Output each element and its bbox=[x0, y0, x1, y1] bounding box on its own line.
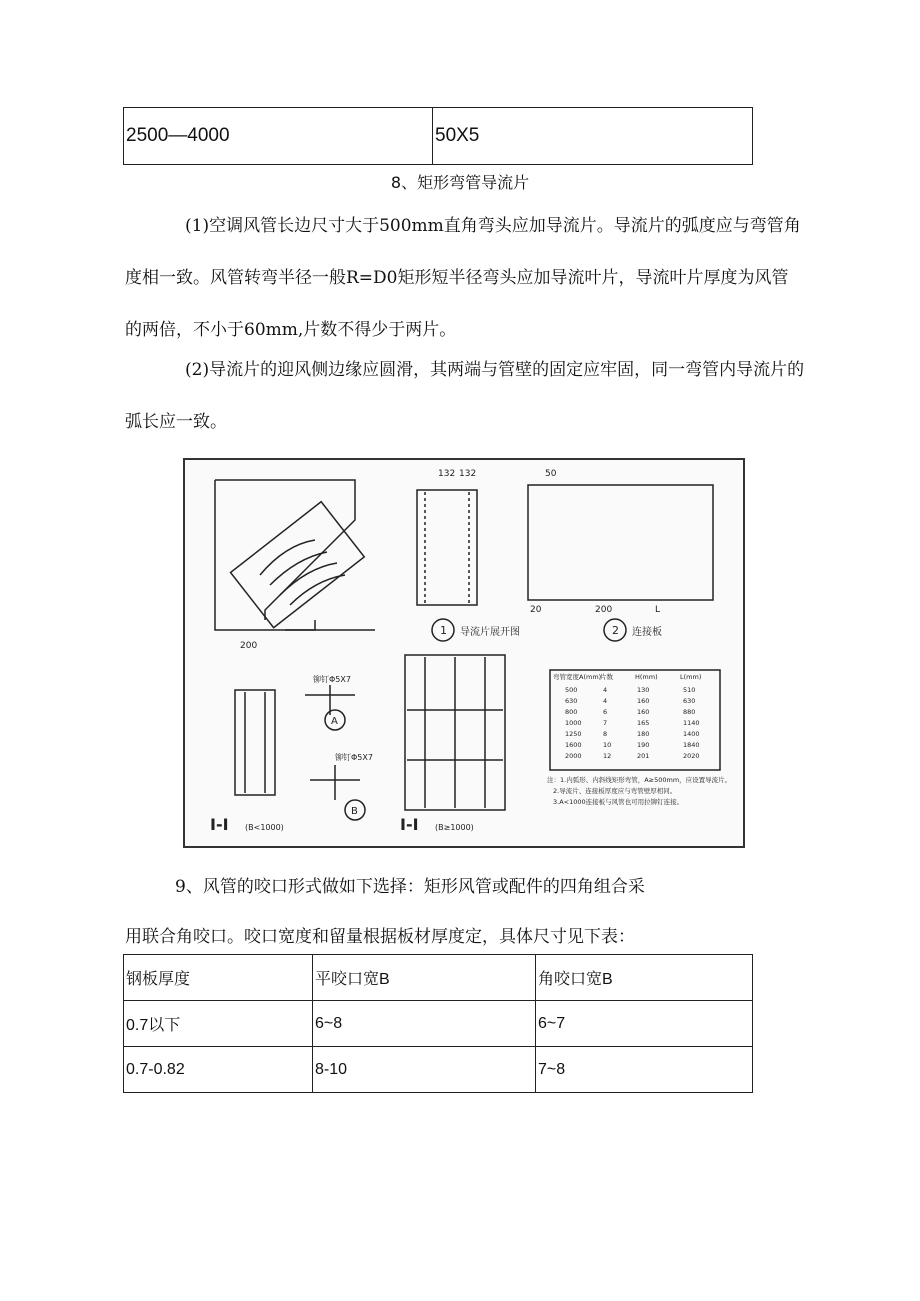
dim-132-b: 132 bbox=[459, 469, 477, 479]
small-table-cell: 630 bbox=[683, 697, 696, 705]
small-table-cell: 1400 bbox=[683, 730, 700, 738]
detail-b-label: B bbox=[351, 806, 358, 817]
label-connecting-plate: 连接板 bbox=[632, 627, 662, 638]
small-table-cell: 190 bbox=[637, 741, 650, 749]
section-9-line-1: 9、风管的咬口形式做如下选择：矩形风管或配件的四角组合采 bbox=[175, 877, 645, 897]
small-table-cell: 130 bbox=[637, 686, 650, 694]
callout-1-number: 1 bbox=[440, 624, 447, 637]
dim-132-a: 132 bbox=[438, 469, 456, 479]
section-8-paragraph-2 bbox=[125, 344, 805, 448]
small-table-header: 弯管宽度A(mm) bbox=[553, 673, 602, 681]
header-cell: 钢板厚度 bbox=[124, 955, 313, 1001]
dim-200-plate: 200 bbox=[595, 605, 613, 615]
small-table-cell: 510 bbox=[683, 686, 696, 694]
section-right-title: I-I bbox=[400, 815, 419, 834]
section-left-title: I-I bbox=[210, 815, 229, 834]
small-table-cell: 8 bbox=[603, 730, 608, 738]
drawing-note: 注：1.内弧形、内斜线矩形弯管，A≥500mm，应设置导流片。 bbox=[547, 776, 732, 784]
small-table-cell: 4 bbox=[603, 697, 608, 705]
table-row bbox=[124, 1047, 753, 1093]
small-table-cell: 10 bbox=[603, 741, 612, 749]
small-table-cell: 1600 bbox=[565, 741, 582, 749]
header-cell: 角咬口宽B bbox=[536, 955, 753, 1001]
table-cell: 0.7-0.82 bbox=[124, 1047, 313, 1093]
small-table-cell: 2000 bbox=[565, 752, 582, 760]
small-table-cell: 500 bbox=[565, 686, 578, 694]
small-table-cell: 630 bbox=[565, 697, 578, 705]
small-table-cell: 800 bbox=[565, 708, 578, 716]
table-cell: 7~8 bbox=[536, 1047, 753, 1093]
top-table bbox=[123, 107, 753, 165]
dim-20: 20 bbox=[530, 605, 542, 615]
small-table-cell: 165 bbox=[637, 719, 650, 727]
small-table-cell: 4 bbox=[603, 686, 608, 694]
table-header-row bbox=[124, 955, 753, 1001]
small-table-cell: 1140 bbox=[683, 719, 700, 727]
paragraph-text: (2)导流片的迎风侧边缘应圆滑，其两端与管壁的固定应牢固，同一弯管内导流片的弧长应一致。 bbox=[125, 360, 805, 432]
small-table-header: 片数 bbox=[600, 673, 613, 681]
section-8-paragraph-1 bbox=[125, 200, 805, 356]
dim-200-elbow: 200 bbox=[240, 641, 258, 651]
table-cell: 50X5 bbox=[433, 108, 753, 165]
table-row bbox=[124, 108, 753, 165]
section-left-note: (B<1000) bbox=[245, 823, 284, 832]
small-table-cell: 201 bbox=[637, 752, 650, 760]
rivet-note-2: 铆钉Φ5X7 bbox=[335, 753, 373, 762]
rivet-note-1: 铆钉Φ5X7 bbox=[313, 675, 351, 684]
small-table-cell: 880 bbox=[683, 708, 696, 716]
elbow-guide-vane-drawing bbox=[183, 458, 745, 848]
header-cell: 平咬口宽B bbox=[313, 955, 536, 1001]
small-table-cell: 12 bbox=[603, 752, 612, 760]
small-table-cell: 180 bbox=[637, 730, 650, 738]
table-row bbox=[124, 1001, 753, 1047]
dim-50: 50 bbox=[545, 469, 557, 479]
seam-width-table bbox=[123, 954, 753, 1093]
table-cell: 6~7 bbox=[536, 1001, 753, 1047]
table-cell: 0.7以下 bbox=[124, 1001, 313, 1047]
small-table-cell: 160 bbox=[637, 708, 650, 716]
small-table-cell: 1250 bbox=[565, 730, 582, 738]
section-9-line-2: 用联合角咬口。咬口宽度和留量根据板材厚度定，具体尺寸见下表： bbox=[125, 927, 635, 947]
small-table-cell: 160 bbox=[637, 697, 650, 705]
paragraph-text: (1)空调风管长边尺寸大于500mm直角弯头应加导流片。导流片的弧度应与弯管角度相一致。风管转弯半径一般R=D0矩形短半径弯头应加导流叶片，导流叶片厚度为风管的两倍，不小于60mm,片数不得少于两片。 bbox=[125, 216, 801, 340]
drawing-note: 2.导流片、连接板厚度应与弯管壁厚相同。 bbox=[553, 787, 677, 795]
table-cell: 6~8 bbox=[313, 1001, 536, 1047]
section-8-heading: 8、矩形弯管导流片 bbox=[390, 173, 530, 192]
drawing-note: 3.A<1000连接板与风管也可用拉铆钉连接。 bbox=[553, 798, 684, 806]
section-right-note: (B≥1000) bbox=[435, 823, 474, 832]
small-table-cell: 1840 bbox=[683, 741, 700, 749]
callout-2-number: 2 bbox=[612, 624, 619, 637]
small-table-header: H(mm) bbox=[635, 673, 658, 681]
dim-L: L bbox=[655, 605, 661, 615]
drawing-svg bbox=[185, 460, 743, 846]
small-table-cell: 6 bbox=[603, 708, 608, 716]
table-cell: 2500—4000 bbox=[124, 108, 433, 165]
small-table-cell: 2020 bbox=[683, 752, 700, 760]
small-table-cell: 1000 bbox=[565, 719, 582, 727]
detail-a-label: A bbox=[331, 716, 338, 727]
label-vane-development: 导流片展开图 bbox=[460, 627, 520, 638]
small-table-header: L(mm) bbox=[680, 673, 702, 681]
table-cell: 8-10 bbox=[313, 1047, 536, 1093]
small-table-cell: 7 bbox=[603, 719, 608, 727]
